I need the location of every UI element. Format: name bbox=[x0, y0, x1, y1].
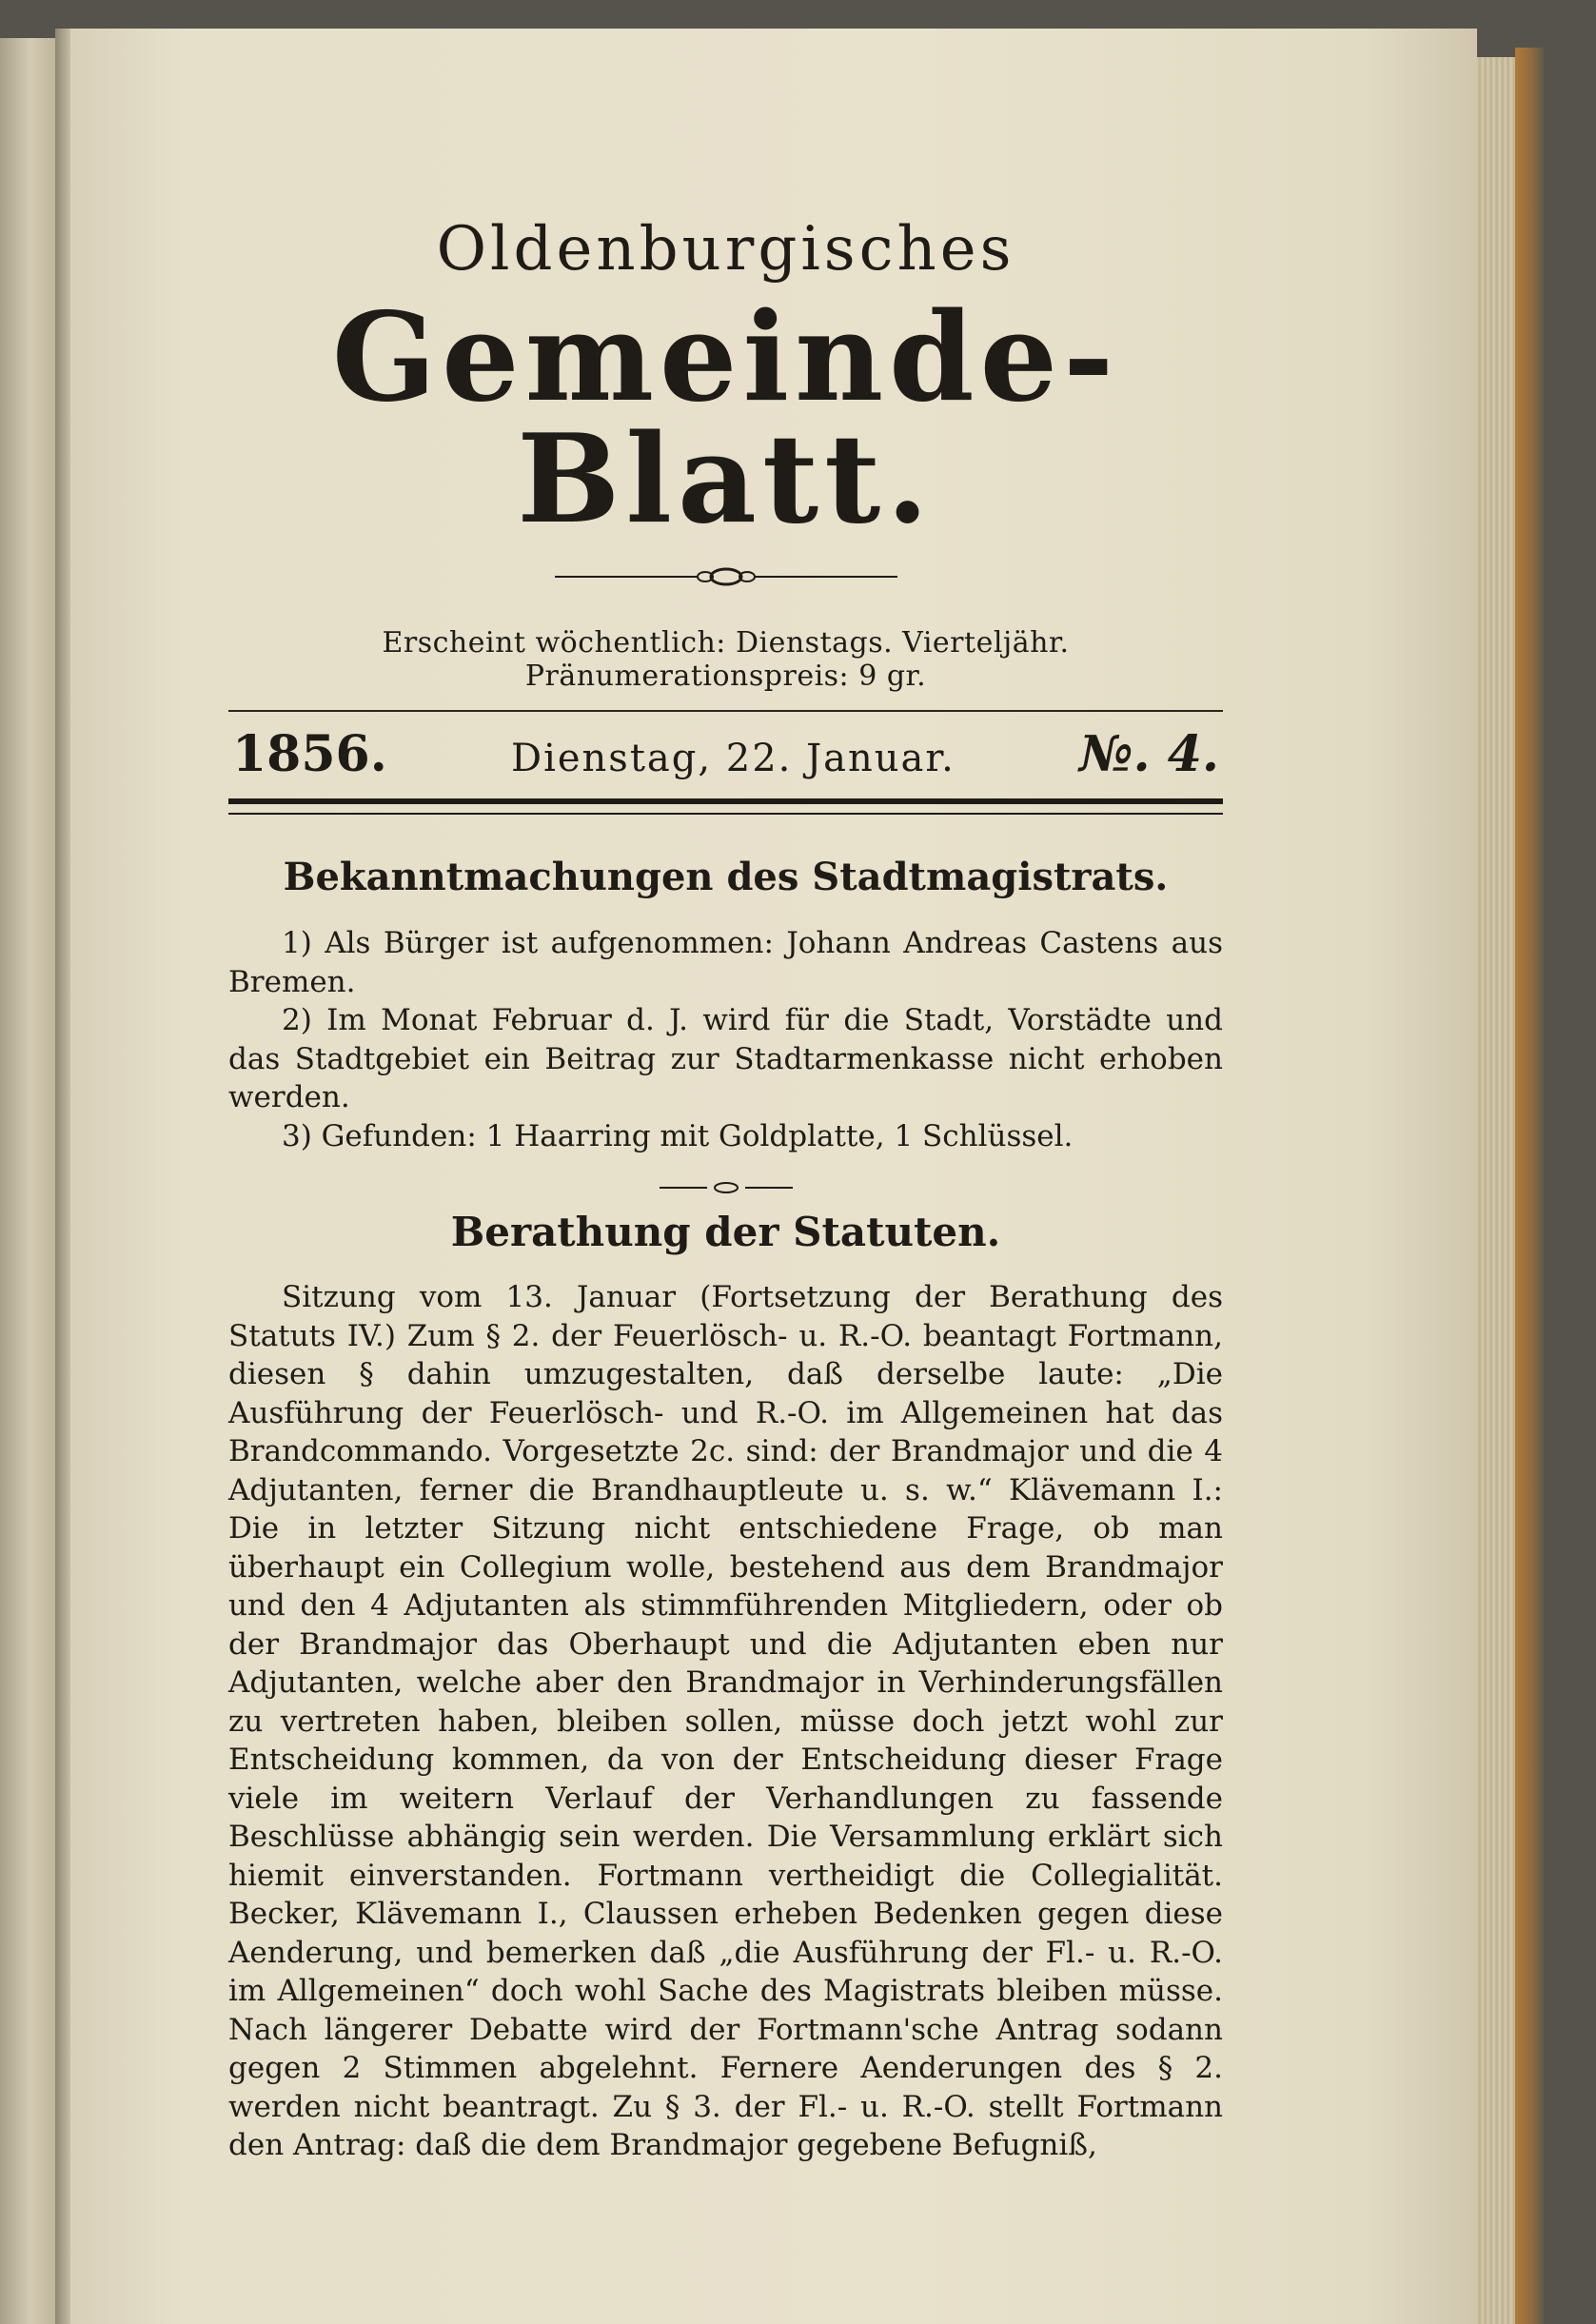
masthead-title-line1: Oldenburgisches bbox=[436, 214, 1015, 285]
left-page-edge bbox=[0, 38, 55, 2324]
section-separator bbox=[228, 1180, 1223, 1195]
session-report: Sitzung vom 13. Januar (Fortsetzung der Berathung des Statuts IV.) Zum § 2. der Feuerlösch- u. R.-O. beantagt Fortmann, diesen § dahin umzugestalten, daß derselbe laute: „Die Ausführung der Feuerlösch- und R.-O. im Allgemeinen hat das Brandcommando. Vorgesetzte 2c. sind: der Brandmajor und die 4 Adjutanten, ferner die Brandhauptleute u. s. w.“ Klävemann I.: Die in letzter Sitzung nicht entschiedene Frage, ob man überhaupt ein Collegium wolle, bestehend aus dem Brandmajor und den 4 Adjutanten als stimmführenden Mitgliedern, oder ob der Brandmajor das Oberhaupt und die Adjutanten eben nur Adjutanten, welche aber den Brandmajor in Verhinderungsfällen zu vertreten haben, bleiben sollen, müsse doch jetzt wohl zur Entscheidung kommen, da von der Entscheidung dieser Frage viele im weitern Verlauf der Verhandlungen zu fassende Beschlüsse abhängig sein werden. Die Versammlung erklärt sich hiemit einverstanden. Fortmann vertheidigt die Collegialität. Becker, Klävemann I., Claussen erheben Bedenken gegen diese Aenderung, und bemerken daß „die Ausführung der Fl.- u. R.-O. im Allgemeinen“ doch wohl Sache des Magistrats bleiben müsse. Nach längerer Debatte wird der Fortmann'sche Antrag sodann gegen 2 Stimmen abgelehnt. Fernere Aenderungen des § 2. werden nicht beantragt. Zu § 3. der Fl.- u. R.-O. stellt Fortmann den Antrag: daß die dem Brandmajor gegebene Befugniß, bbox=[228, 1280, 1223, 2162]
issue-line bbox=[228, 725, 1223, 783]
issue-year: 1856. bbox=[232, 725, 387, 783]
masthead-title-line2: Gemeinde-Blatt. bbox=[331, 286, 1120, 551]
announcement-item: 1) Als Bürger ist aufgenommen: Johann Andreas Castens aus Bremen. bbox=[228, 926, 1223, 999]
ornament-rule-icon bbox=[555, 565, 897, 588]
separator-ornament-icon bbox=[660, 1180, 793, 1195]
divider bbox=[228, 710, 1223, 712]
announcement-item: 3) Gefunden: 1 Haarring mit Goldplatte, 1 Schlüssel. bbox=[282, 1118, 1074, 1153]
double-divider bbox=[228, 798, 1223, 815]
issue-number: №. 4. bbox=[1078, 725, 1219, 783]
book-cover-edge bbox=[1515, 48, 1544, 2324]
masthead-ornament bbox=[228, 565, 1223, 588]
masthead-subtitle: Erscheint wöchentlich: Dienstags. Vierteljähr. Pränumerationspreis: 9 gr. bbox=[382, 626, 1070, 693]
page-stack-edge bbox=[1477, 57, 1515, 2324]
book-spine bbox=[55, 29, 70, 2324]
section1-heading: Bekanntmachungen des Stadtmagistrats. bbox=[283, 855, 1169, 899]
issue-date: Dienstag, 22. Januar. bbox=[511, 737, 956, 780]
announcement-item: 2) Im Monat Februar d. J. wird für die Stadt, Vorstädte und das Stadtgebiet ein Beitrag zur Stadtarmenkasse nicht erhoben werden. bbox=[228, 1003, 1223, 1114]
page-content bbox=[228, 214, 1223, 2165]
section2-heading: Berathung der Statuten. bbox=[450, 1209, 1001, 1255]
